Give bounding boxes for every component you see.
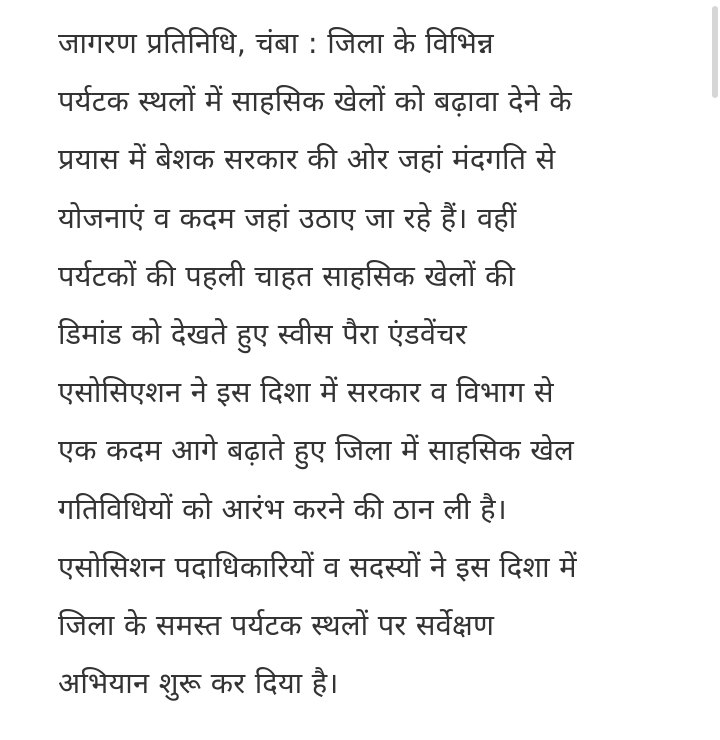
article-body xyxy=(58,14,698,712)
article-line: जिला के समस्त पर्यटक स्थलों पर सर्वेक्षण xyxy=(58,607,495,642)
scrollbar-thumb[interactable] xyxy=(712,6,718,98)
article-line: गतिविधियों को आरंभ करने की ठान ली है। xyxy=(58,491,507,526)
article-line: पर्यटकों की पहली चाहत साहसिक खेलों की xyxy=(58,258,516,293)
article-line: प्रयास में बेशक सरकार की ओर जहां मंदगति से xyxy=(58,142,556,177)
article-line: एसोसिशन पदाधिकारियों व सदस्यों ने इस दिशा में xyxy=(58,549,577,584)
article-line: एसोसिएशन ने इस दिशा में सरकार व विभाग से xyxy=(58,375,554,410)
article-line: जागरण प्रतिनिधि, चंबा : जिला के विभिन्न xyxy=(58,26,494,60)
article-line: योजनाएं व कदम जहां उठाए जा रहे हैं। वहीं xyxy=(58,200,517,235)
article-line: पर्यटक स्थलों में साहसिक खेलों को बढ़ावा देने के xyxy=(58,84,572,119)
article-line: डिमांड को देखते हुए स्वीस पैरा एंडवेंचर xyxy=(58,316,467,351)
article-line: अभियान शुरू कर दिया है। xyxy=(58,666,339,701)
article-line: एक कदम आगे बढ़ाते हुए जिला में साहसिक खेल xyxy=(58,433,575,468)
